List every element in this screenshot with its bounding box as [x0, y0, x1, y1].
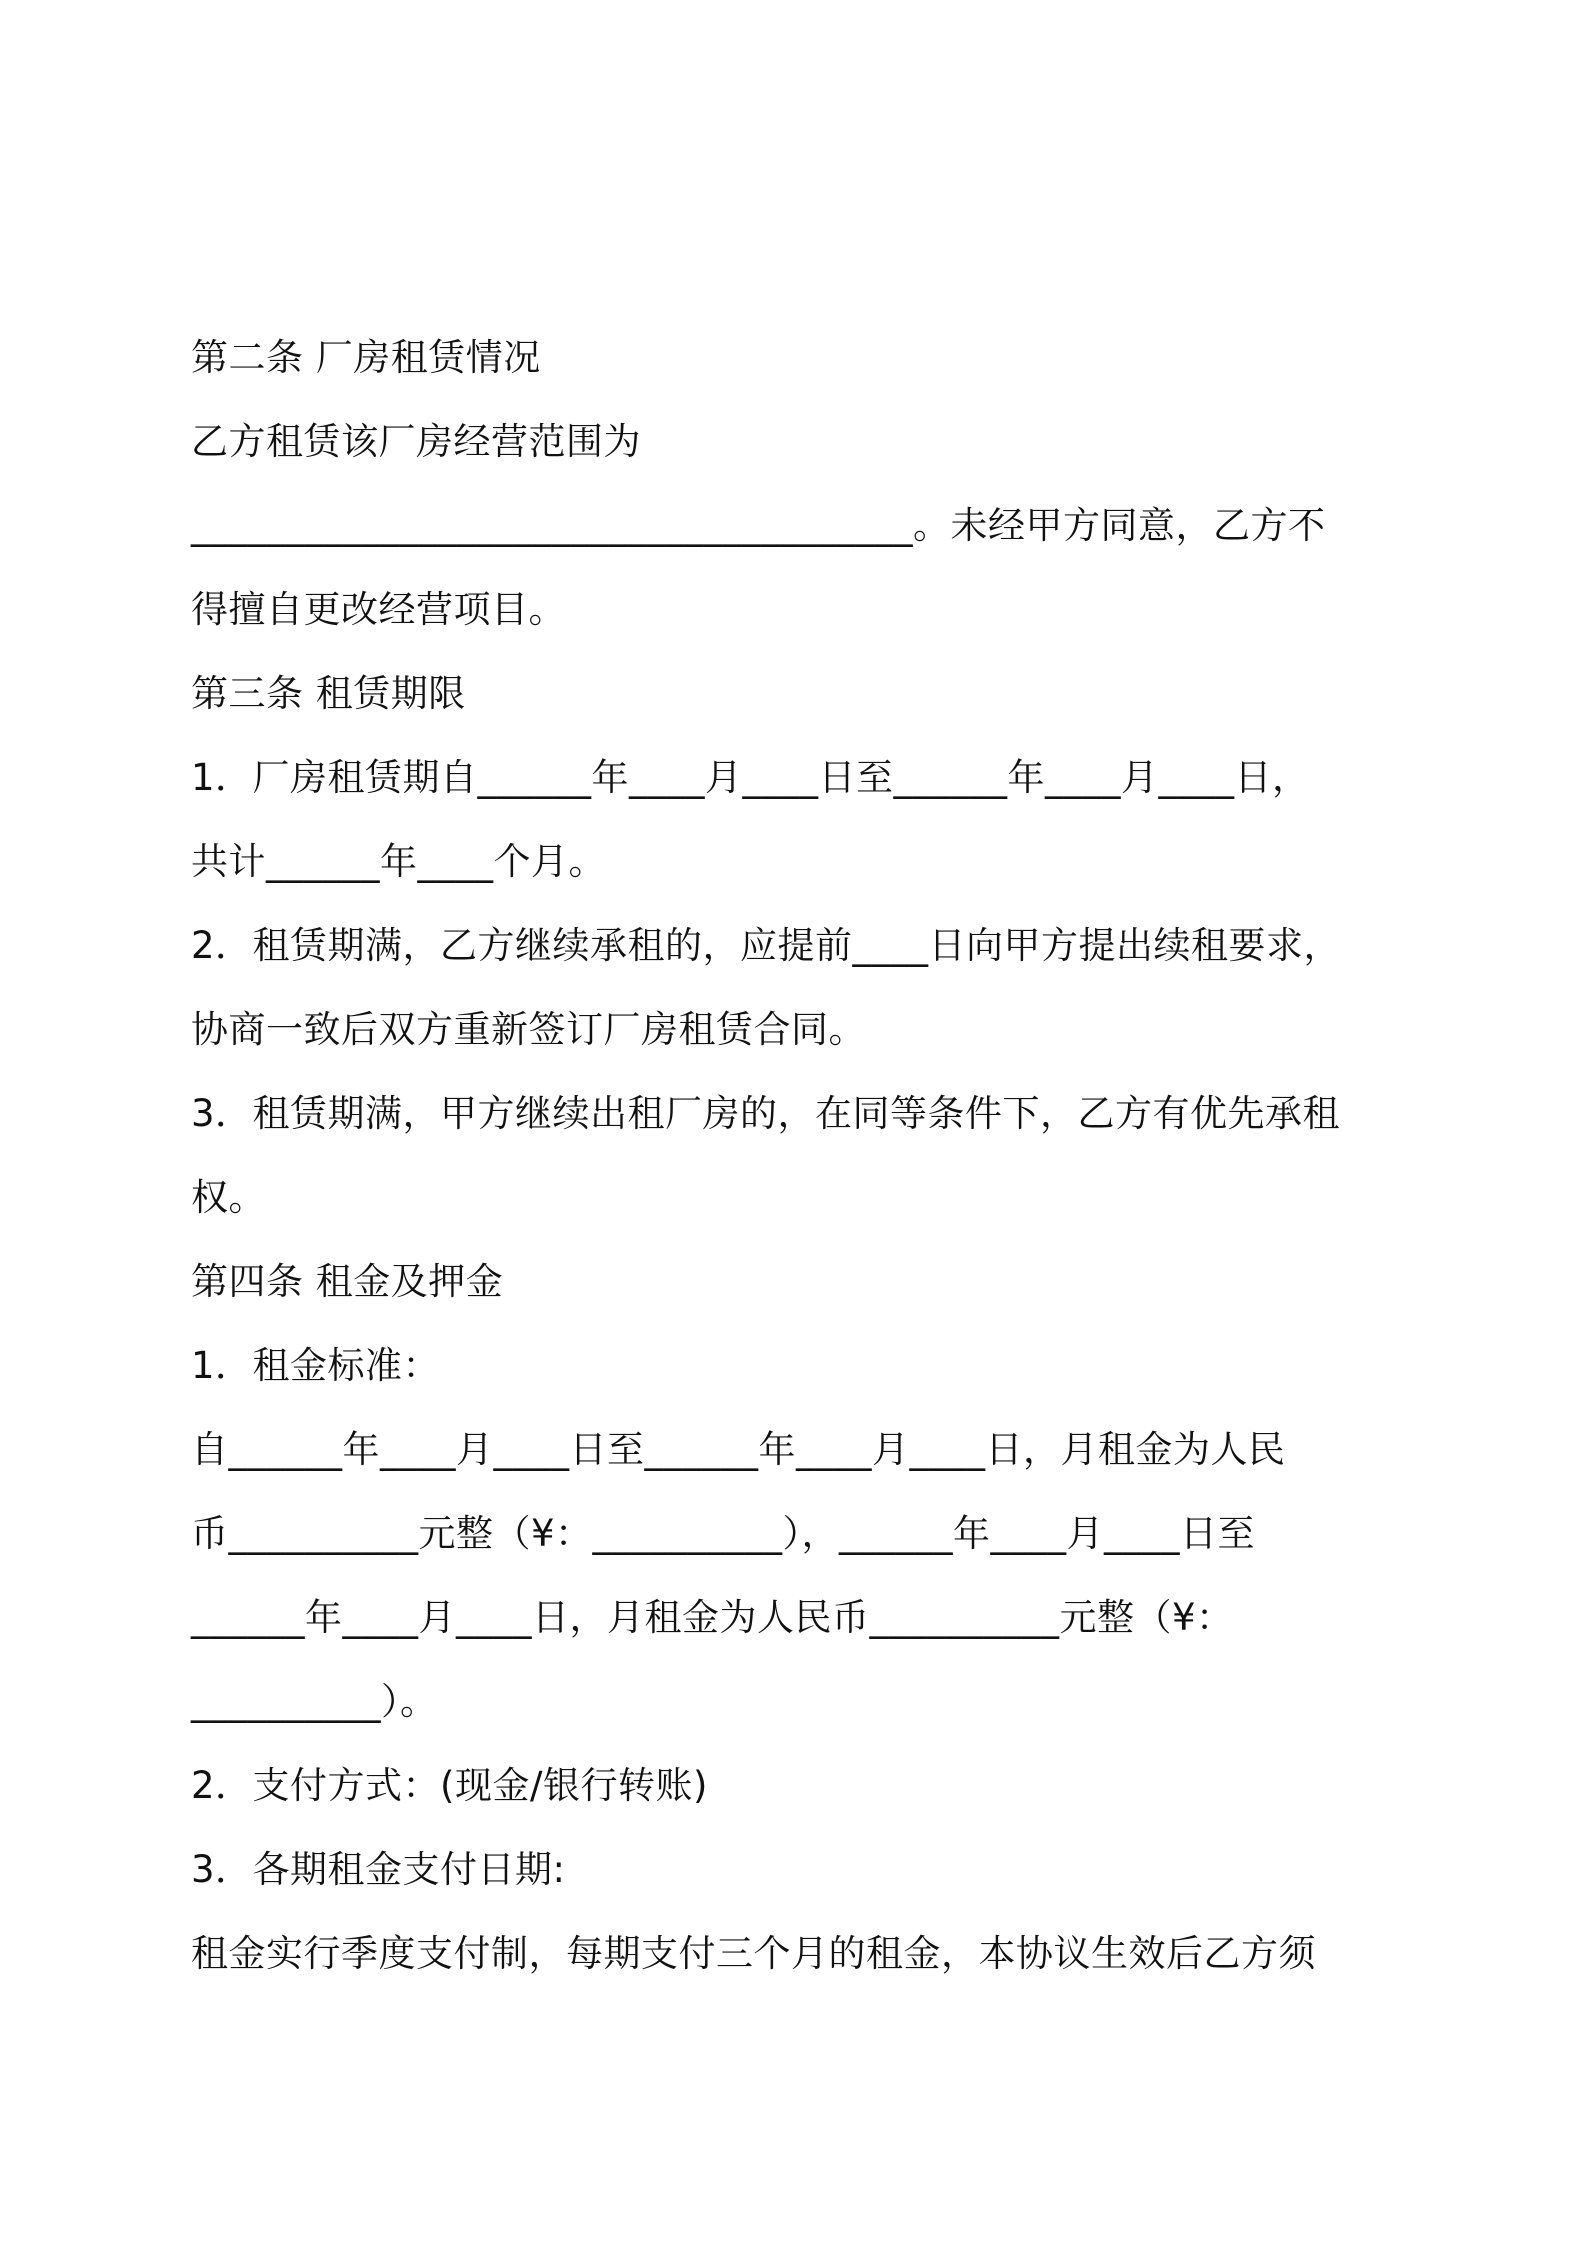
article-3-item-2-line: 2．租赁期满，乙方继续承租的，应提前____日向甲方提出续租要求，	[191, 924, 1342, 967]
article-3-heading: 第三条 租赁期限	[191, 672, 466, 715]
article-3-item-1-line: 共计______年____个月。	[191, 840, 606, 883]
article-2-text-line: 乙方租赁该厂房经营范围为	[191, 420, 641, 463]
document-body	[191, 330, 1371, 2010]
article-2-text-line: ______________________________________。未经甲方同意，乙方不	[191, 504, 1326, 547]
article-4-item-2-line: 2．支付方式：(现金/银行转账)	[191, 1764, 708, 1807]
article-3-item-3-line: 3．租赁期满，甲方继续出租厂房的，在同等条件下，乙方有优先承租	[191, 1092, 1341, 1135]
payment-schedule-line: 租金实行季度支付制，每期支付三个月的租金，本协议生效后乙方须	[191, 1932, 1316, 1975]
rent-standard-line: __________）。	[191, 1680, 438, 1723]
article-4-item-3-heading: 3．各期租金支付日期:	[191, 1848, 566, 1891]
article-4-heading: 第四条 租金及押金	[191, 1260, 504, 1303]
article-2-heading: 第二条 厂房租赁情况	[191, 336, 541, 379]
article-3-item-2-line: 协商一致后双方重新签订厂房租赁合同。	[191, 1008, 866, 1051]
rent-standard-line: 币__________元整（¥：__________），______年____月____日至	[191, 1512, 1256, 1555]
rent-standard-line: 自______年____月____日至______年____月____日，月租金为人民	[191, 1428, 1286, 1471]
article-3-item-3-line: 权。	[191, 1176, 266, 1219]
article-3-item-1-line: 1．厂房租赁期自______年____月____日至______年____月____日，	[191, 756, 1310, 799]
rent-standard-line: ______年____月____日，月租金为人民币__________元整（¥：	[191, 1596, 1234, 1639]
article-4-item-1-heading: 1．租金标准：	[191, 1344, 441, 1387]
article-2-text-line: 得擅自更改经营项目。	[191, 588, 566, 631]
